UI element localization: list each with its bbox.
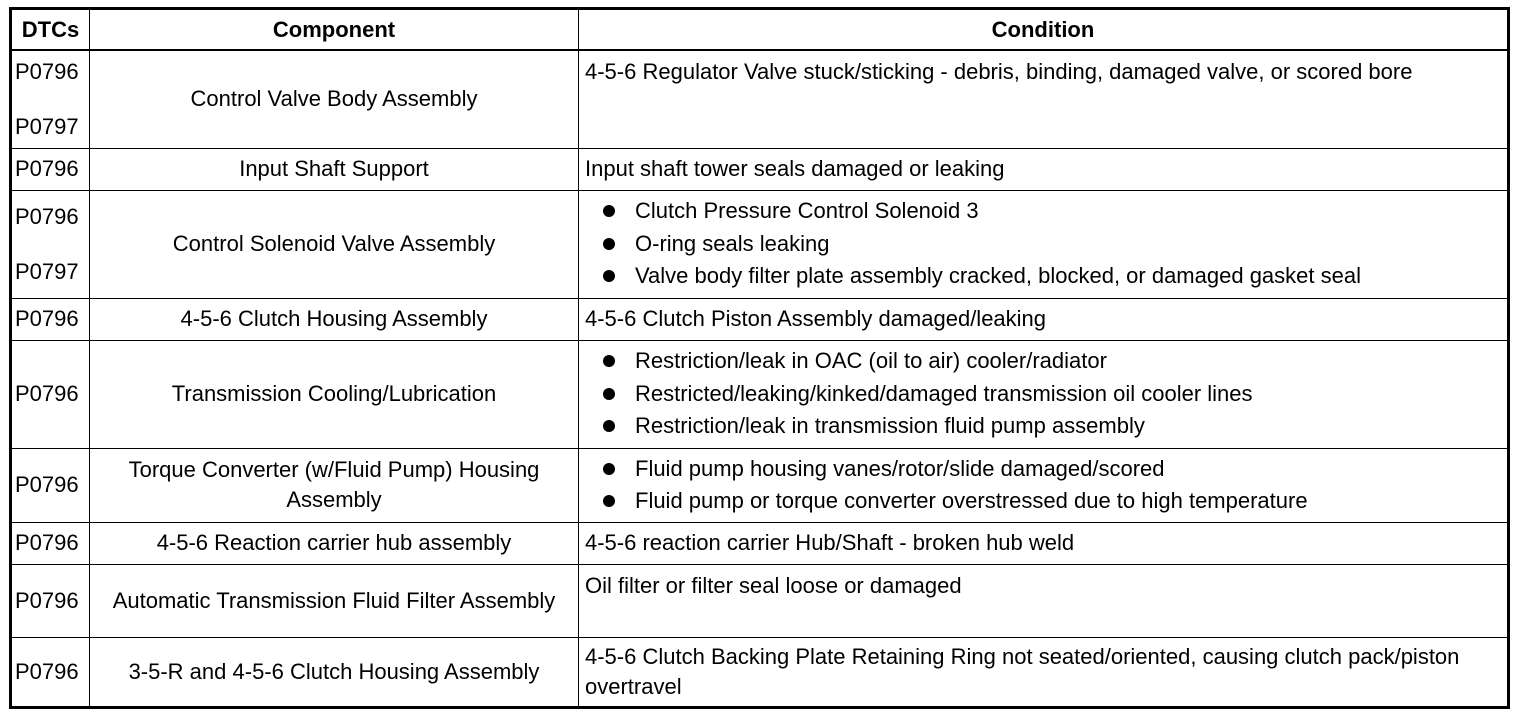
condition-list [585,345,1501,443]
condition-bullet-item: Fluid pump housing vanes/rotor/slide damaged/scored [601,453,1501,486]
header-component: Component [90,9,579,51]
table-row [11,148,1509,190]
dtc-cell [11,298,90,340]
table-row [11,637,1509,707]
condition-bullet-item: Restriction/leak in OAC (oil to air) cooler/radiator [601,345,1501,378]
condition-bullet-item: Restriction/leak in transmission fluid pump assembly [601,410,1501,443]
condition-cell [579,340,1509,448]
dtc-code: P0797 [15,113,79,139]
table-row [11,190,1509,298]
dtc-code: P0796 [15,306,79,331]
dtc-code: P0796 [15,381,79,406]
table-row [11,564,1509,637]
dtc-code: P0796 [15,472,79,497]
component-cell: Automatic Transmission Fluid Filter Assembly [90,564,579,637]
component-cell: Control Valve Body Assembly [90,50,579,148]
component-cell: Control Solenoid Valve Assembly [90,190,579,298]
condition-cell: 4-5-6 reaction carrier Hub/Shaft - broken hub weld [579,522,1509,564]
condition-cell: 4-5-6 Clutch Piston Assembly damaged/leaking [579,298,1509,340]
dtc-cell [11,50,90,148]
condition-cell: 4-5-6 Clutch Backing Plate Retaining Ring not seated/oriented, causing clutch pack/piston overtravel [579,637,1509,707]
condition-bullet-item: Fluid pump or torque converter overstressed due to high temperature [601,485,1501,518]
condition-cell: Input shaft tower seals damaged or leaking [579,148,1509,190]
dtc-code: P0796 [15,587,79,613]
condition-cell [579,448,1509,522]
header-condition: Condition [579,9,1509,51]
table-row [11,340,1509,448]
dtc-cell [11,564,90,637]
condition-cell: Oil filter or filter seal loose or damaged [579,564,1509,637]
header-dtcs: DTCs [11,9,90,51]
condition-cell: 4-5-6 Regulator Valve stuck/sticking - debris, binding, damaged valve, or scored bore [579,50,1509,148]
condition-list [585,195,1501,293]
header-row [11,9,1509,51]
dtc-code: P0796 [15,156,79,181]
condition-cell [579,190,1509,298]
dtc-cell [11,522,90,564]
condition-list [585,453,1501,518]
condition-bullet-item: O-ring seals leaking [601,228,1501,261]
dtc-cell [11,148,90,190]
dtc-code: P0797 [15,258,79,284]
component-cell: 3-5-R and 4-5-6 Clutch Housing Assembly [90,637,579,707]
dtc-cell [11,448,90,522]
dtc-code: P0796 [15,203,79,229]
dtc-table [9,7,1510,709]
table-row [11,448,1509,522]
dtc-cell [11,190,90,298]
dtc-cell [11,637,90,707]
component-cell: Input Shaft Support [90,148,579,190]
component-cell: 4-5-6 Clutch Housing Assembly [90,298,579,340]
condition-bullet-item: Restricted/leaking/kinked/damaged transmission oil cooler lines [601,378,1501,411]
table-row [11,522,1509,564]
component-cell: Torque Converter (w/Fluid Pump) Housing Assembly [90,448,579,522]
table-row [11,298,1509,340]
table-row [11,50,1509,148]
dtc-code: P0796 [15,658,79,684]
dtc-code: P0796 [15,58,79,84]
component-cell: Transmission Cooling/Lubrication [90,340,579,448]
dtc-cell [11,340,90,448]
component-cell: 4-5-6 Reaction carrier hub assembly [90,522,579,564]
condition-bullet-item: Valve body filter plate assembly cracked, blocked, or damaged gasket seal [601,260,1501,293]
condition-bullet-item: Clutch Pressure Control Solenoid 3 [601,195,1501,228]
dtc-code: P0796 [15,530,79,555]
